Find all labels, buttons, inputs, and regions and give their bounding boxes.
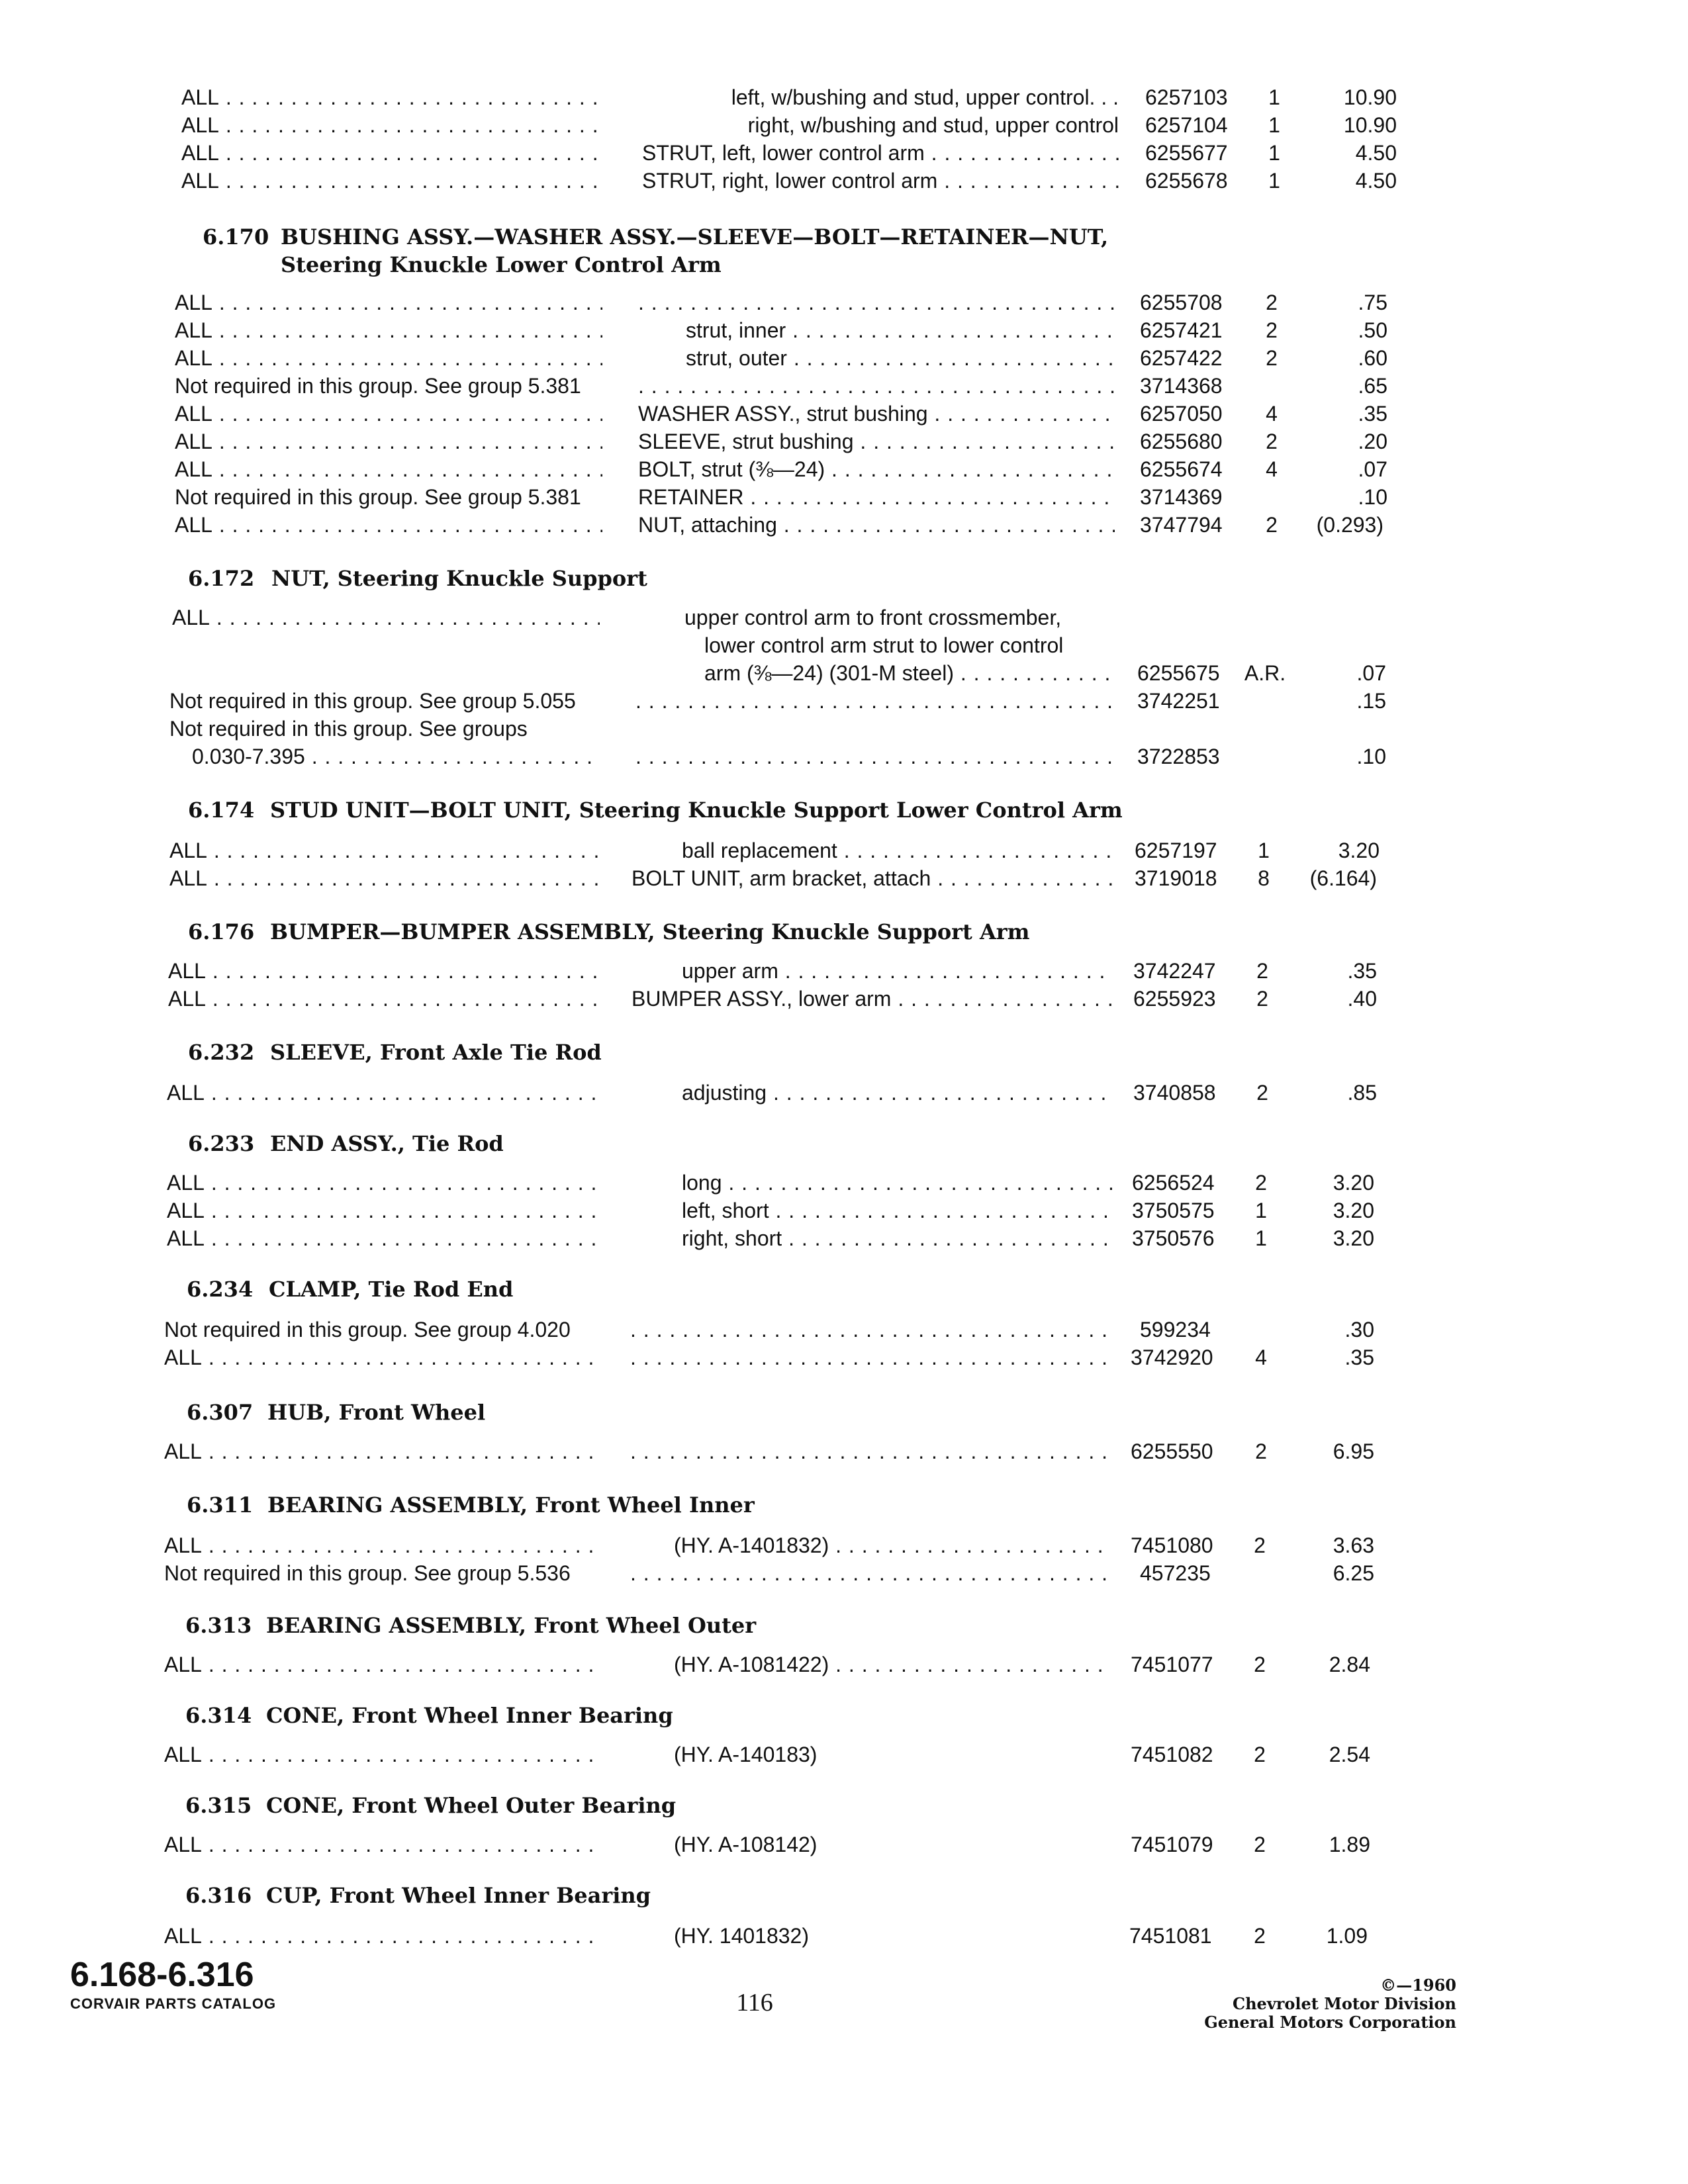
table-row-continued bbox=[0, 631, 1688, 659]
table-row bbox=[0, 1559, 1688, 1587]
quantity: 2 bbox=[1256, 959, 1268, 983]
application-cell: ALL . . . bbox=[164, 1437, 598, 1465]
part-number: 3742247 bbox=[1133, 959, 1216, 983]
quantity: 2 bbox=[1254, 1533, 1266, 1557]
description-cell: adjusting . . . bbox=[682, 1079, 1112, 1107]
quantity: 2 bbox=[1256, 987, 1268, 1011]
table-row bbox=[0, 1437, 1688, 1465]
description-cell: (HY. A-1081422) . . . bbox=[674, 1651, 1111, 1678]
application-cell: ALL . . . bbox=[167, 1079, 600, 1107]
table-row bbox=[0, 289, 1688, 316]
quantity: 2 bbox=[1256, 1081, 1268, 1105]
price: 6.25 bbox=[1333, 1561, 1374, 1585]
description-cell: left, w/bushing and stud, upper control. . . bbox=[731, 85, 1119, 109]
application-cell: ALL . . . bbox=[175, 400, 602, 428]
table-row bbox=[0, 1831, 1688, 1858]
price: 4.50 bbox=[1355, 141, 1397, 165]
price: 4.50 bbox=[1355, 169, 1397, 193]
footer-right bbox=[1125, 1976, 1456, 2032]
group-number: 6.233 bbox=[188, 1131, 255, 1156]
quantity: 2 bbox=[1254, 1833, 1266, 1856]
price: .85 bbox=[1347, 1081, 1377, 1105]
price: 6.95 bbox=[1333, 1439, 1374, 1463]
table-row-continued bbox=[0, 743, 1688, 770]
quantity: 2 bbox=[1266, 346, 1278, 370]
table-row bbox=[0, 837, 1688, 864]
part-number: 6255674 bbox=[1140, 457, 1223, 481]
description-cell bbox=[635, 687, 1112, 715]
table-row bbox=[0, 1169, 1688, 1197]
part-number: 3750576 bbox=[1132, 1226, 1215, 1250]
price: (0.293) bbox=[1316, 513, 1383, 537]
quantity: 1 bbox=[1268, 169, 1280, 193]
table-row bbox=[0, 604, 1688, 631]
part-number: 6255708 bbox=[1140, 291, 1223, 314]
part-number: 6257050 bbox=[1140, 402, 1223, 426]
group-title: BUMPER—BUMPER ASSEMBLY, Steering Knuckle Support Arm bbox=[270, 919, 1030, 944]
division: Chevrolet Motor Division bbox=[1233, 1994, 1456, 2013]
description-cell: BOLT UNIT, arm bracket, attach . . . bbox=[632, 864, 1112, 892]
application-cell: ALL . . . bbox=[167, 1224, 600, 1252]
table-row bbox=[0, 1316, 1688, 1343]
group-header bbox=[0, 1036, 1688, 1068]
table-row bbox=[0, 1224, 1688, 1252]
application-cell: Not required in this group. See group 5.381 bbox=[175, 374, 581, 398]
group-header bbox=[0, 1396, 1688, 1428]
group-number: 6.316 bbox=[185, 1883, 252, 1908]
application-cell: ALL . . . bbox=[175, 344, 602, 372]
description-cell: (HY. 1401832) bbox=[674, 1924, 809, 1948]
part-number: 6255923 bbox=[1133, 987, 1216, 1011]
part-number: 599234 bbox=[1140, 1318, 1211, 1342]
description-cell bbox=[638, 372, 1115, 400]
description-cell bbox=[635, 743, 1112, 770]
quantity: 2 bbox=[1254, 1653, 1266, 1676]
group-title: SLEEVE, Front Axle Tie Rod bbox=[270, 1040, 602, 1065]
price: (6.164) bbox=[1309, 866, 1377, 890]
table-row bbox=[0, 167, 1688, 195]
copyright: ©—1960 bbox=[1380, 1976, 1456, 1995]
part-number: 3719018 bbox=[1135, 866, 1217, 890]
price: 3.20 bbox=[1338, 839, 1380, 862]
part-number: 6256524 bbox=[1132, 1171, 1215, 1195]
application-cell: ALL . . . bbox=[164, 1831, 598, 1858]
quantity: A.R. bbox=[1244, 661, 1286, 685]
quantity: 1 bbox=[1268, 113, 1280, 137]
description-cell: upper control arm to front crossmember, bbox=[684, 606, 1062, 629]
part-number: 3740858 bbox=[1133, 1081, 1216, 1105]
table-row bbox=[0, 1651, 1688, 1678]
quantity: 1 bbox=[1258, 839, 1270, 862]
group-header-continued bbox=[0, 249, 1688, 281]
group-title: NUT, Steering Knuckle Support bbox=[271, 566, 647, 591]
description-cell: right, short . . . bbox=[682, 1224, 1112, 1252]
part-number: 7451082 bbox=[1131, 1743, 1213, 1766]
group-header bbox=[0, 1489, 1688, 1521]
part-number: 6257421 bbox=[1140, 318, 1223, 342]
description-cell bbox=[630, 1437, 1112, 1465]
price: 3.20 bbox=[1333, 1171, 1374, 1195]
application-cell: ALL . . . bbox=[175, 289, 602, 316]
part-number: 7451081 bbox=[1129, 1924, 1212, 1948]
application-cell: Not required in this group. See group 5.381 bbox=[175, 485, 581, 509]
part-number: 3747794 bbox=[1140, 513, 1223, 537]
group-title: END ASSY., Tie Rod bbox=[270, 1131, 504, 1156]
group-header bbox=[0, 1273, 1688, 1305]
description-cell: arm (⅜—24) (301-M steel) . . . bbox=[704, 659, 1115, 687]
description-cell bbox=[630, 1316, 1112, 1343]
application-cell: ALL . . . bbox=[164, 1531, 598, 1559]
price: .10 bbox=[1358, 485, 1387, 509]
table-row bbox=[0, 1741, 1688, 1768]
description-cell bbox=[630, 1343, 1112, 1371]
part-number: 7451077 bbox=[1131, 1653, 1213, 1676]
part-number: 3742251 bbox=[1137, 689, 1220, 713]
price: 2.54 bbox=[1329, 1743, 1370, 1766]
description-cell: RETAINER . . . bbox=[638, 483, 1115, 511]
group-header bbox=[0, 1700, 1688, 1731]
group-header bbox=[0, 1880, 1688, 1911]
application-cell: Not required in this group. See group 5.536 bbox=[164, 1561, 571, 1585]
table-row bbox=[0, 455, 1688, 483]
table-row bbox=[0, 957, 1688, 985]
table-row bbox=[0, 111, 1688, 139]
group-header bbox=[0, 916, 1688, 948]
description-cell: (HY. A-1401832) . . . bbox=[674, 1531, 1111, 1559]
application-cell: ALL . . . bbox=[164, 1343, 600, 1371]
price: .35 bbox=[1358, 402, 1387, 426]
description-cell: STRUT, left, lower control arm . . . bbox=[642, 139, 1119, 167]
group-number: 6.176 bbox=[188, 919, 255, 944]
application-cell: ALL . . . bbox=[164, 1651, 598, 1678]
group-number: 6.234 bbox=[187, 1277, 254, 1302]
price: .20 bbox=[1358, 430, 1387, 453]
group-number: 6.313 bbox=[185, 1613, 252, 1638]
table-row bbox=[0, 1079, 1688, 1107]
group-header bbox=[0, 794, 1688, 826]
part-number: 3714369 bbox=[1140, 485, 1223, 509]
catalog-name: CORVAIR PARTS CATALOG bbox=[70, 1995, 277, 2012]
price: .65 bbox=[1358, 374, 1387, 398]
price: 3.63 bbox=[1333, 1533, 1374, 1557]
application-cell: ALL . . . bbox=[181, 167, 605, 195]
quantity: 1 bbox=[1255, 1226, 1267, 1250]
application-cell: ALL . . . bbox=[181, 139, 605, 167]
quantity: 2 bbox=[1266, 430, 1278, 453]
page-number: 116 bbox=[736, 1989, 773, 2017]
description-cell: strut, inner . . . bbox=[686, 316, 1115, 344]
group-number: 6.314 bbox=[185, 1703, 252, 1728]
group-title: CONE, Front Wheel Inner Bearing bbox=[266, 1703, 673, 1728]
group-number: 6.315 bbox=[185, 1793, 252, 1818]
group-title: CLAMP, Tie Rod End bbox=[269, 1277, 514, 1302]
group-header bbox=[0, 1128, 1688, 1160]
group-number: 6.307 bbox=[187, 1400, 254, 1425]
group-number: 6.174 bbox=[188, 797, 255, 823]
table-row bbox=[0, 372, 1688, 400]
group-title: HUB, Front Wheel bbox=[267, 1400, 486, 1425]
table-row bbox=[0, 985, 1688, 1013]
price: 1.89 bbox=[1329, 1833, 1370, 1856]
description-cell bbox=[630, 1559, 1111, 1587]
price: 1.09 bbox=[1326, 1924, 1368, 1948]
price: .40 bbox=[1347, 987, 1377, 1011]
quantity: 2 bbox=[1254, 1743, 1266, 1766]
group-number: 6.172 bbox=[188, 566, 255, 591]
price: .07 bbox=[1356, 661, 1386, 685]
application-cell: ALL . . . bbox=[175, 316, 602, 344]
application-cell: ALL . . . bbox=[175, 455, 602, 483]
quantity: 2 bbox=[1254, 1924, 1266, 1948]
description-cell: STRUT, right, lower control arm . . . bbox=[642, 167, 1119, 195]
part-number: 6255678 bbox=[1145, 169, 1228, 193]
application-cell: ALL . . . bbox=[181, 83, 605, 111]
price: .30 bbox=[1344, 1318, 1374, 1342]
description-cell: upper arm . . . bbox=[682, 957, 1112, 985]
footer-left bbox=[70, 1955, 276, 2013]
price: .10 bbox=[1356, 745, 1386, 768]
description-cell: SLEEVE, strut bushing . . . bbox=[638, 428, 1115, 455]
group-title: CONE, Front Wheel Outer Bearing bbox=[266, 1793, 677, 1818]
table-row-continued bbox=[0, 659, 1688, 687]
quantity: 1 bbox=[1268, 85, 1280, 109]
table-row bbox=[0, 316, 1688, 344]
description-cell: (HY. A-140183) bbox=[674, 1743, 818, 1766]
group-title: CUP, Front Wheel Inner Bearing bbox=[266, 1883, 651, 1908]
group-title: BEARING ASSEMBLY, Front Wheel Inner bbox=[267, 1492, 755, 1518]
price: .07 bbox=[1358, 457, 1387, 481]
price: .75 bbox=[1358, 291, 1387, 314]
group-number: 6.170 bbox=[203, 224, 269, 250]
group-header bbox=[0, 1610, 1688, 1641]
price: .50 bbox=[1358, 318, 1387, 342]
description-cell bbox=[638, 289, 1115, 316]
part-number: 6255677 bbox=[1145, 141, 1228, 165]
table-row bbox=[0, 1197, 1688, 1224]
part-number: 7451079 bbox=[1131, 1833, 1213, 1856]
quantity: 1 bbox=[1268, 141, 1280, 165]
price: .15 bbox=[1356, 689, 1386, 713]
application-cell: ALL . . . bbox=[164, 1922, 598, 1950]
description-cell: long . . . bbox=[682, 1169, 1112, 1197]
quantity: 4 bbox=[1266, 457, 1278, 481]
application-cell: Not required in this group. See group 5.055 bbox=[169, 689, 576, 713]
description-cell: right, w/bushing and stud, upper control bbox=[747, 113, 1119, 137]
application-cell: ALL . . . bbox=[172, 604, 600, 631]
group-number: 6.232 bbox=[188, 1040, 255, 1065]
application-cell: Not required in this group. See groups bbox=[169, 717, 528, 741]
application-cell: ALL . . . bbox=[167, 1197, 600, 1224]
quantity: 4 bbox=[1266, 402, 1278, 426]
part-number: 6257197 bbox=[1135, 839, 1217, 862]
table-row bbox=[0, 400, 1688, 428]
table-row bbox=[0, 1922, 1688, 1950]
price: .35 bbox=[1344, 1345, 1374, 1369]
application-cell: ALL . . . bbox=[168, 985, 600, 1013]
part-number: 3714368 bbox=[1140, 374, 1223, 398]
part-number: 457235 bbox=[1140, 1561, 1211, 1585]
application-cell: ALL . . . bbox=[175, 428, 602, 455]
application-cell: 0.030-7.395 . . . bbox=[192, 743, 600, 770]
description-cell: left, short . . . bbox=[682, 1197, 1112, 1224]
part-number: 7451080 bbox=[1131, 1533, 1213, 1557]
description-cell: NUT, attaching . . . bbox=[638, 511, 1115, 539]
description-cell: BUMPER ASSY., lower arm . . . bbox=[632, 985, 1112, 1013]
table-row bbox=[0, 139, 1688, 167]
table-row bbox=[0, 1343, 1688, 1371]
table-row bbox=[0, 1531, 1688, 1559]
description-cell: (HY. A-108142) bbox=[674, 1833, 818, 1856]
price: 2.84 bbox=[1329, 1653, 1370, 1676]
price: .60 bbox=[1358, 346, 1387, 370]
table-row bbox=[0, 715, 1688, 743]
part-number: 6255680 bbox=[1140, 430, 1223, 453]
group-number: 6.311 bbox=[187, 1492, 254, 1518]
table-row bbox=[0, 344, 1688, 372]
part-number: 3722853 bbox=[1137, 745, 1220, 768]
description-cell: ball replacement . . . bbox=[682, 837, 1112, 864]
group-header bbox=[0, 563, 1688, 594]
quantity: 2 bbox=[1266, 291, 1278, 314]
group-title: STUD UNIT—BOLT UNIT, Steering Knuckle Support Lower Control Arm bbox=[270, 797, 1123, 823]
application-cell: Not required in this group. See group 4.020 bbox=[164, 1318, 571, 1342]
application-cell: ALL . . . bbox=[181, 111, 605, 139]
table-row bbox=[0, 83, 1688, 111]
part-number: 6255675 bbox=[1137, 661, 1220, 685]
price: 3.20 bbox=[1333, 1199, 1374, 1222]
group-title-line2: Steering Knuckle Lower Control Arm bbox=[281, 252, 722, 277]
table-row bbox=[0, 864, 1688, 892]
table-row bbox=[0, 511, 1688, 539]
quantity: 2 bbox=[1255, 1439, 1267, 1463]
application-cell: ALL . . . bbox=[167, 1169, 600, 1197]
part-number: 6255550 bbox=[1131, 1439, 1213, 1463]
part-number: 6257422 bbox=[1140, 346, 1223, 370]
description-cell: strut, outer . . . bbox=[686, 344, 1115, 372]
table-row bbox=[0, 687, 1688, 715]
quantity: 2 bbox=[1266, 513, 1278, 537]
application-cell: ALL . . . bbox=[175, 511, 602, 539]
group-header bbox=[0, 1790, 1688, 1821]
table-row bbox=[0, 428, 1688, 455]
group-title: BEARING ASSEMBLY, Front Wheel Outer bbox=[266, 1613, 757, 1638]
part-number: 3742920 bbox=[1131, 1345, 1213, 1369]
part-number: 3750575 bbox=[1132, 1199, 1215, 1222]
quantity: 2 bbox=[1266, 318, 1278, 342]
price: .35 bbox=[1347, 959, 1377, 983]
quantity: 2 bbox=[1255, 1171, 1267, 1195]
price: 10.90 bbox=[1343, 85, 1397, 109]
price: 10.90 bbox=[1343, 113, 1397, 137]
page-range: 6.168-6.316 bbox=[70, 1956, 254, 1994]
quantity: 4 bbox=[1255, 1345, 1267, 1369]
quantity: 8 bbox=[1258, 866, 1270, 890]
description-cell: lower control arm strut to lower control bbox=[704, 633, 1064, 657]
group-title: BUSHING ASSY.—WASHER ASSY.—SLEEVE—BOLT—RETAINER—NUT, bbox=[281, 224, 1109, 250]
price: 3.20 bbox=[1333, 1226, 1374, 1250]
application-cell: ALL . . . bbox=[169, 837, 600, 864]
description-cell: WASHER ASSY., strut bushing . . . bbox=[638, 400, 1115, 428]
part-number: 6257103 bbox=[1145, 85, 1228, 109]
table-row bbox=[0, 483, 1688, 511]
part-number: 6257104 bbox=[1145, 113, 1228, 137]
description-cell: BOLT, strut (⅜—24) . . . bbox=[638, 455, 1115, 483]
application-cell: ALL . . . bbox=[168, 957, 600, 985]
application-cell: ALL . . . bbox=[169, 864, 600, 892]
application-cell: ALL . . . bbox=[164, 1741, 598, 1768]
group-header bbox=[0, 221, 1688, 253]
quantity: 1 bbox=[1255, 1199, 1267, 1222]
corporation: General Motors Corporation bbox=[1204, 2013, 1456, 2032]
